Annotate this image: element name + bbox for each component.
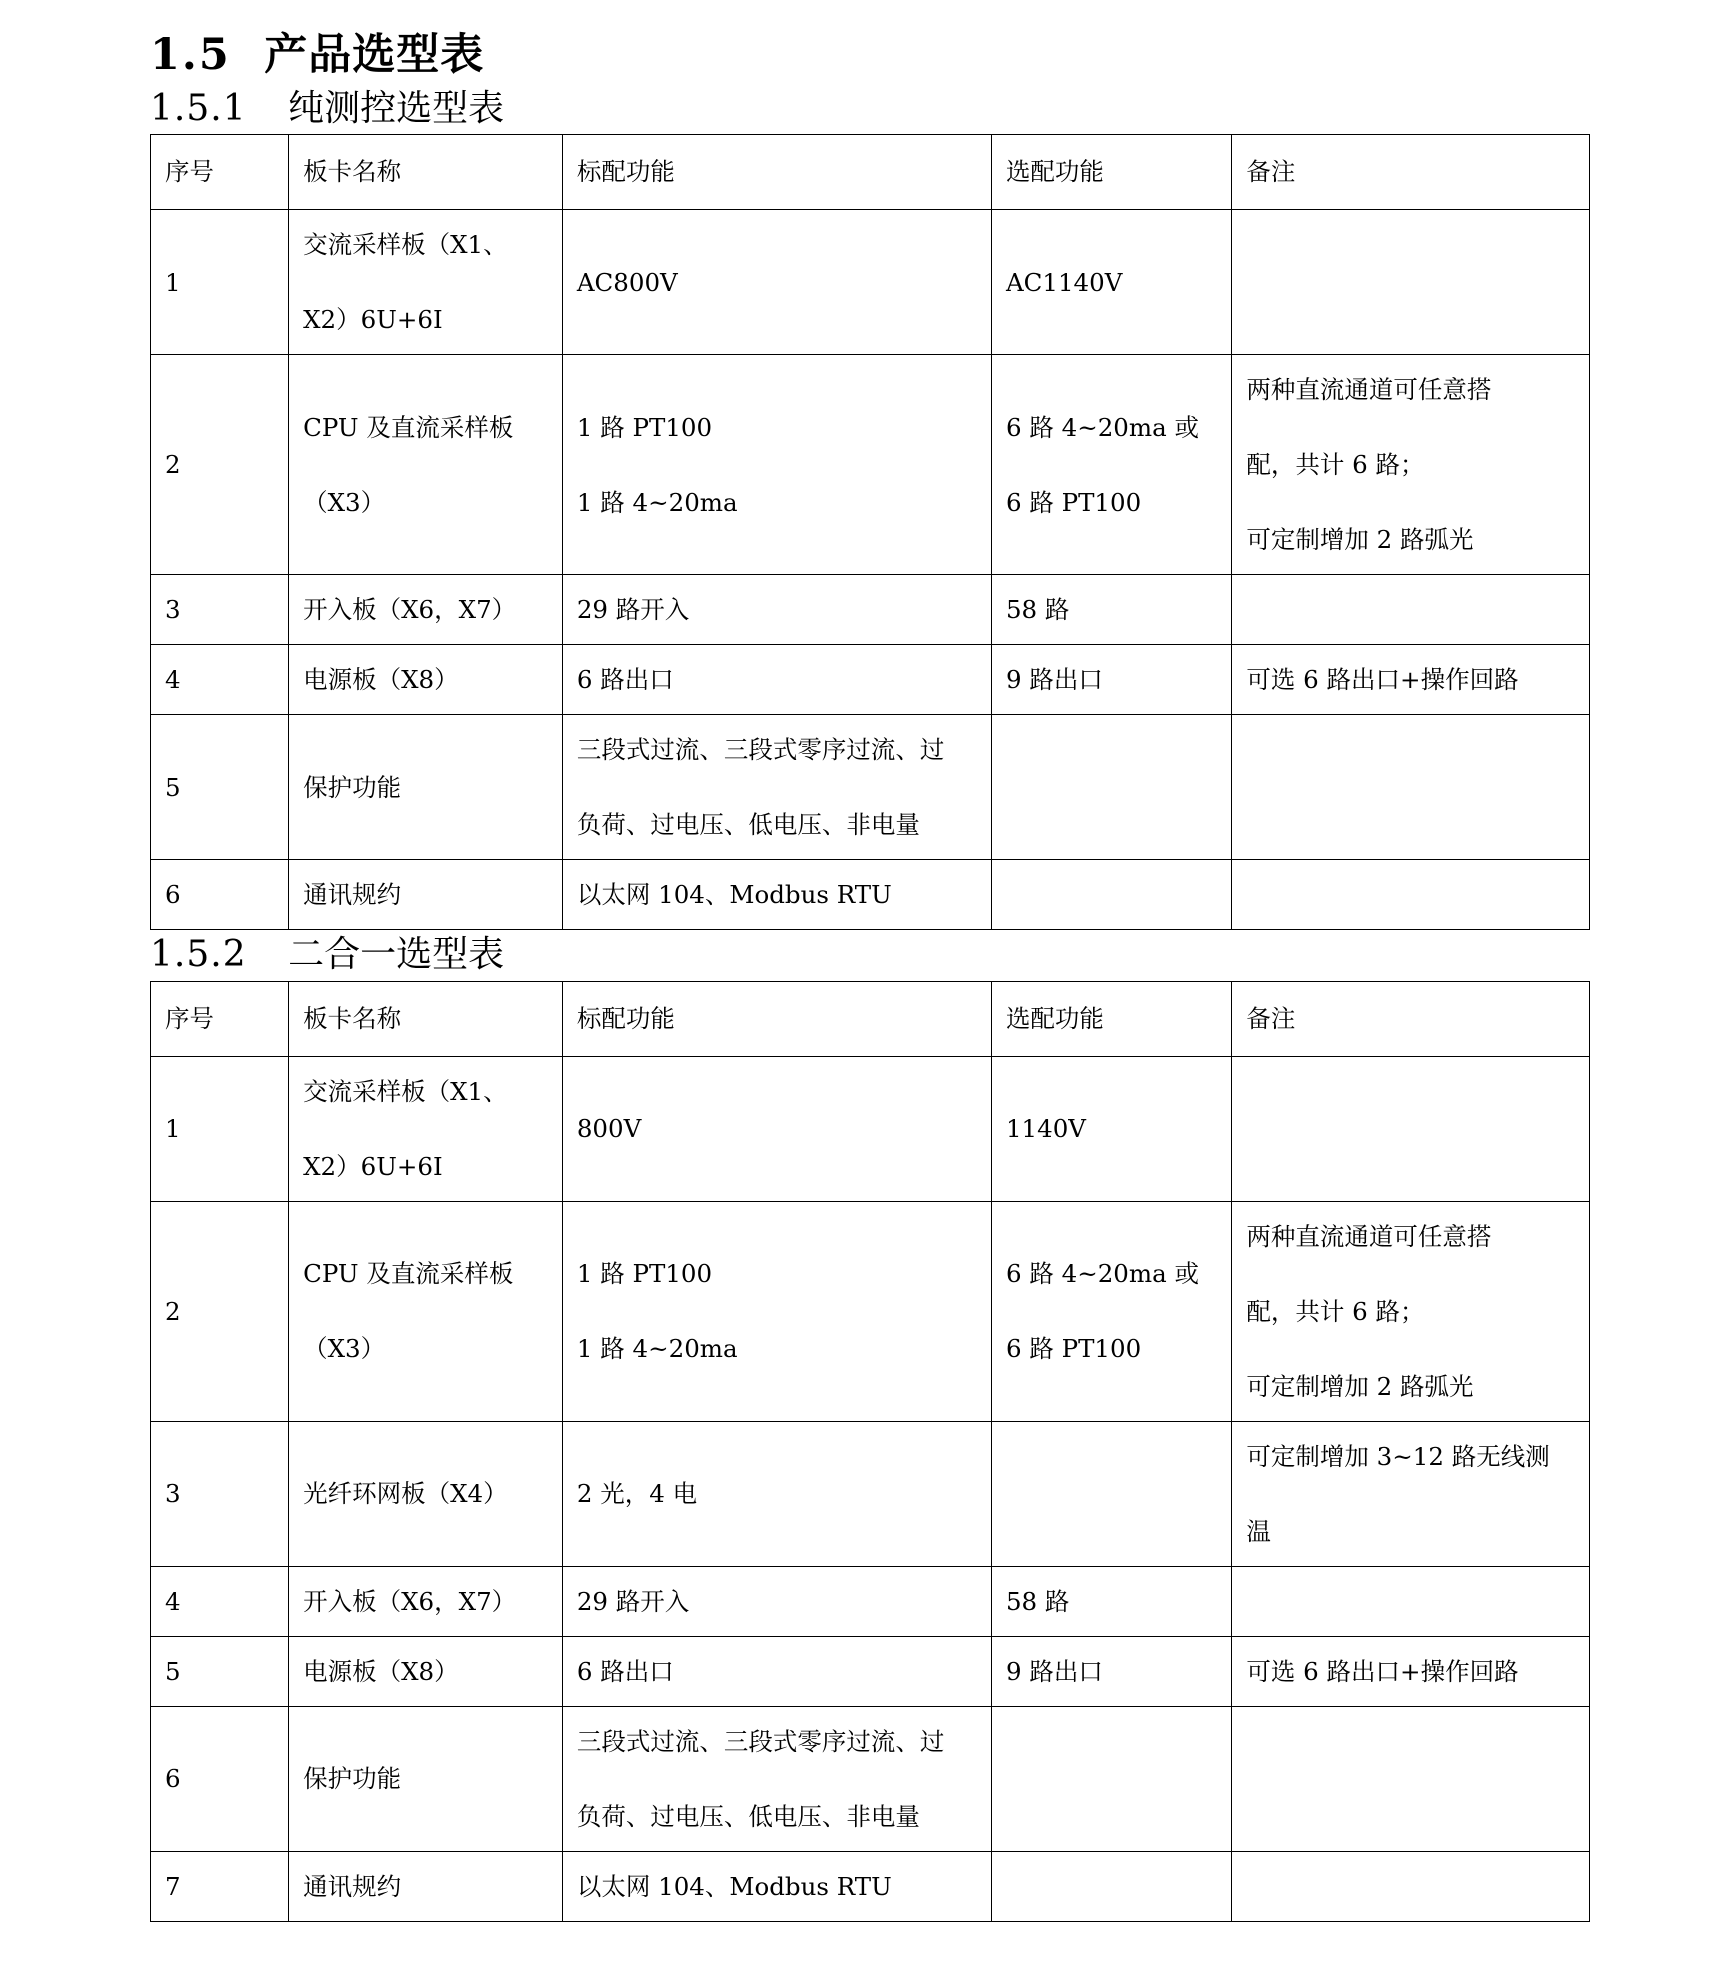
cell-line: 可定制增加 2 路弧光 <box>1246 525 1474 555</box>
cell-line: 两种直流通道可任意搭 <box>1246 375 1492 405</box>
cell-line: 1 路 PT100 <box>576 412 713 442</box>
cell-standard <box>562 1056 991 1201</box>
cell-remark: 可选 6 路出口+操作回路 <box>1232 645 1590 715</box>
cell-remark <box>1232 575 1590 645</box>
column-header-optional: 选配功能 <box>991 981 1231 1056</box>
cell-line: 6 路 PT100 <box>1005 1334 1142 1364</box>
cell-index: 4 <box>151 645 289 715</box>
cell-line: CPU 及直流采样板 <box>303 1259 514 1289</box>
cell-line: 配，共计 6 路； <box>1246 450 1425 480</box>
cell-line: 负荷、过电压、低电压、非电量 <box>576 1801 920 1831</box>
cell-line: AC1140V <box>1005 267 1123 297</box>
cell-standard: 6 路出口 <box>562 645 991 715</box>
cell-standard <box>562 715 991 860</box>
cell-name: 保护功能 <box>289 1706 563 1851</box>
column-header-name: 板卡名称 <box>289 135 563 210</box>
cell-line: 6 路 4~20ma 或 <box>1005 1259 1200 1289</box>
cell-index: 6 <box>151 860 289 930</box>
cell-remark <box>1232 1851 1590 1921</box>
cell-remark <box>1232 1566 1590 1636</box>
cell-line: 负荷、过电压、低电压、非电量 <box>576 810 920 840</box>
cell-name: 开入板（X6，X7） <box>289 1566 563 1636</box>
cell-line: 800V <box>576 1114 642 1144</box>
cell-line: X2）6U+6I <box>303 1151 443 1181</box>
page-title <box>150 26 1592 84</box>
cell-name: 通讯规约 <box>289 1851 563 1921</box>
cell-index: 4 <box>151 1566 289 1636</box>
cell-index: 1 <box>151 210 289 355</box>
cell-optional <box>991 210 1231 355</box>
cell-line: 1 路 4~20ma <box>576 487 738 517</box>
table-row <box>151 1056 1590 1201</box>
cell-line: 交流采样板（X1、 <box>303 1076 508 1106</box>
cell-standard: 以太网 104、Modbus RTU <box>562 860 991 930</box>
table-row <box>151 575 1590 645</box>
table-row <box>151 1851 1590 1921</box>
table-header-row <box>151 981 1590 1056</box>
column-header-optional: 选配功能 <box>991 135 1231 210</box>
cell-name: 开入板（X6，X7） <box>289 575 563 645</box>
cell-standard <box>562 355 991 575</box>
cell-line: 温 <box>1246 1516 1271 1546</box>
cell-optional: 58 路 <box>991 575 1231 645</box>
column-header-standard: 标配功能 <box>562 135 991 210</box>
table-row <box>151 1201 1590 1421</box>
cell-line: （X3） <box>303 1334 386 1364</box>
cell-index: 2 <box>151 1201 289 1421</box>
cell-remark <box>1232 1056 1590 1201</box>
cell-line: 三段式过流、三段式零序过流、过 <box>576 735 945 765</box>
table-header-row <box>151 135 1590 210</box>
table-row <box>151 1421 1590 1566</box>
cell-line: 1 路 4~20ma <box>576 1334 738 1364</box>
section-heading-2-number: 1.5.2 <box>150 934 247 976</box>
cell-optional <box>991 1056 1231 1201</box>
cell-name: 电源板（X8） <box>289 1636 563 1706</box>
column-header-remark: 备注 <box>1232 981 1590 1056</box>
cell-standard <box>562 1201 991 1421</box>
cell-standard: 29 路开入 <box>562 575 991 645</box>
section-heading-2-text: 二合一选型表 <box>288 934 505 976</box>
cell-line: AC800V <box>576 267 678 297</box>
cell-remark <box>1232 355 1590 575</box>
cell-name: 光纤环网板（X4） <box>289 1421 563 1566</box>
cell-index: 3 <box>151 575 289 645</box>
cell-line: 可定制增加 3~12 路无线测 <box>1246 1441 1550 1471</box>
cell-standard <box>562 210 991 355</box>
cell-standard <box>562 1706 991 1851</box>
cell-line: 配，共计 6 路； <box>1246 1296 1425 1326</box>
cell-index: 5 <box>151 715 289 860</box>
page-title-text: 产品选型表 <box>264 30 485 80</box>
column-header-index: 序号 <box>151 135 289 210</box>
cell-name <box>289 1056 563 1201</box>
cell-line: 6 路 4~20ma 或 <box>1005 412 1200 442</box>
column-header-remark: 备注 <box>1232 135 1590 210</box>
section-heading-1-number: 1.5.1 <box>150 88 247 130</box>
table-row <box>151 645 1590 715</box>
cell-name: 电源板（X8） <box>289 645 563 715</box>
table-row <box>151 1566 1590 1636</box>
table-row <box>151 860 1590 930</box>
cell-line: 交流采样板（X1、 <box>303 230 508 260</box>
cell-optional: 9 路出口 <box>991 645 1231 715</box>
page-title-number: 1.5 <box>150 30 231 80</box>
table-row <box>151 1706 1590 1851</box>
cell-optional: 58 路 <box>991 1566 1231 1636</box>
column-header-name: 板卡名称 <box>289 981 563 1056</box>
cell-name: 通讯规约 <box>289 860 563 930</box>
cell-optional <box>991 1421 1231 1566</box>
cell-name <box>289 210 563 355</box>
cell-index: 5 <box>151 1636 289 1706</box>
cell-line: 三段式过流、三段式零序过流、过 <box>576 1726 945 1756</box>
cell-optional <box>991 1851 1231 1921</box>
cell-remark <box>1232 1201 1590 1421</box>
cell-remark <box>1232 210 1590 355</box>
section-heading-1-text: 纯测控选型表 <box>288 88 505 130</box>
cell-standard: 2 光，4 电 <box>562 1421 991 1566</box>
cell-remark <box>1232 715 1590 860</box>
cell-optional <box>991 355 1231 575</box>
cell-index: 3 <box>151 1421 289 1566</box>
cell-index: 2 <box>151 355 289 575</box>
section-heading-1 <box>150 84 1592 134</box>
selection-table-2 <box>150 981 1590 1922</box>
section-heading-2 <box>150 930 1592 980</box>
cell-index: 7 <box>151 1851 289 1921</box>
cell-optional: 9 路出口 <box>991 1636 1231 1706</box>
column-header-index: 序号 <box>151 981 289 1056</box>
cell-optional <box>991 1706 1231 1851</box>
cell-line: CPU 及直流采样板 <box>303 412 514 442</box>
table-row <box>151 210 1590 355</box>
cell-optional <box>991 715 1231 860</box>
cell-line: 可定制增加 2 路弧光 <box>1246 1371 1474 1401</box>
cell-line: 6 路 PT100 <box>1005 487 1142 517</box>
table-row <box>151 355 1590 575</box>
cell-line: （X3） <box>303 487 386 517</box>
cell-remark <box>1232 1706 1590 1851</box>
cell-line: 1 路 PT100 <box>576 1259 713 1289</box>
cell-index: 6 <box>151 1706 289 1851</box>
cell-optional <box>991 1201 1231 1421</box>
cell-optional <box>991 860 1231 930</box>
cell-standard: 以太网 104、Modbus RTU <box>562 1851 991 1921</box>
cell-remark <box>1232 1421 1590 1566</box>
cell-standard: 29 路开入 <box>562 1566 991 1636</box>
cell-line: X2）6U+6I <box>303 305 443 335</box>
cell-index: 1 <box>151 1056 289 1201</box>
cell-remark <box>1232 860 1590 930</box>
selection-table-1 <box>150 134 1590 930</box>
table-row <box>151 715 1590 860</box>
cell-line: 1140V <box>1005 1114 1086 1144</box>
cell-line: 两种直流通道可任意搭 <box>1246 1221 1492 1251</box>
column-header-standard: 标配功能 <box>562 981 991 1056</box>
cell-remark: 可选 6 路出口+操作回路 <box>1232 1636 1590 1706</box>
cell-name <box>289 1201 563 1421</box>
cell-standard: 6 路出口 <box>562 1636 991 1706</box>
cell-name <box>289 355 563 575</box>
table-row <box>151 1636 1590 1706</box>
cell-name: 保护功能 <box>289 715 563 860</box>
